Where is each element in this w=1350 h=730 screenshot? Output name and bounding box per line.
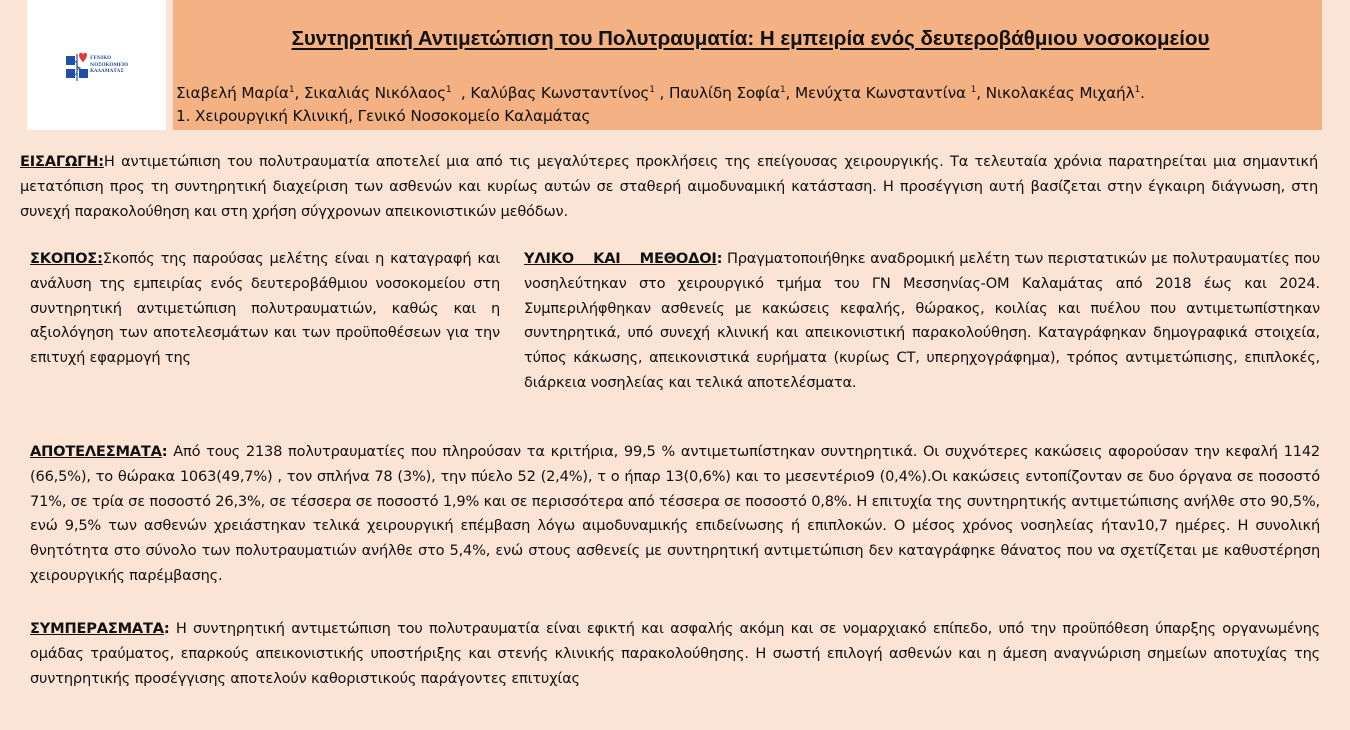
logo-panel xyxy=(27,0,166,130)
section-text: Σκοπός της παρούσας μελέτης είναι η καταγραφή και ανάλυση της εμπειρίας ενός δευτεροβάθμιου νοσοκομείου στη συντηρητική αντιμετώπιση πολυτραυματιών, καθώς και η αξιολόγηση των αποτελεσμάτων και των προϋποθέσεων για την επιτυχή εφαρμογή της xyxy=(30,250,500,367)
author-separator: , xyxy=(976,84,986,102)
section-aim xyxy=(30,247,500,371)
author-separator: . xyxy=(1140,84,1145,102)
section-heading: ΣΥΜΠΕΡΑΣΜΑΤΑ xyxy=(30,620,164,637)
section-heading-colon: : xyxy=(716,250,723,267)
author-affiliation-mark: 1 xyxy=(970,85,977,95)
author-name: Σικαλιάς Νικόλαος xyxy=(303,84,446,102)
author-list xyxy=(176,84,1145,102)
author-name: Μενύχτα Κωνσταντίνα xyxy=(794,84,971,102)
author-affiliation-mark: 1 xyxy=(445,85,452,95)
author-affiliation-mark: 1 xyxy=(649,85,655,95)
author-affiliation-mark: 1 xyxy=(779,85,786,95)
section-heading: ΥΛΙΚΟ ΚΑΙ ΜΕΘΟΔΟΙ xyxy=(524,250,717,267)
section-heading: ΣΚΟΠΟΣ: xyxy=(30,250,103,267)
medical-cross-icon xyxy=(66,52,90,82)
poster-title: Συντηρητική Αντιμετώπιση του Πολυτραυματία: Η εμπειρία ενός δευτεροβάθμιου νοσοκομείου xyxy=(291,27,1210,50)
author-name: Παυλίδη Σοφία xyxy=(668,84,780,102)
section-heading: ΕΙΣΑΓΩΓΗ: xyxy=(20,153,104,170)
logo-line: ΝΟΣΟΚΟΜΕΙΟ xyxy=(90,62,129,68)
header-banner xyxy=(173,0,1322,130)
author-name: Σιαβελή Μαρία xyxy=(176,84,289,102)
section-conclusions xyxy=(30,617,1320,691)
affiliation: 1. Χειρουργική Κλινική, Γενικό Νοσοκομείο Καλαμάτας xyxy=(176,107,591,125)
author-separator: , xyxy=(451,84,471,102)
section-text: Η συντηρητική αντιμετώπιση του πολυτραυματία είναι εφικτή και ασφαλής ακόμη και σε νομαρχιακό επίπεδο, υπό την προϋπόθεση ύπαρξης οργανωμένης ομάδας τραύματος, επαρκούς απεικονιστικής υποστήριξης και στενής κλινικής παρακολούθησης. Η σωστή επιλογή ασθενών και η άμεση αναγνώριση σημείων αποτυχίας της συντηρητικής προσέγγισης αποτελούν καθοριστικούς παράγοντες επιτυχίας xyxy=(30,620,1320,687)
section-text: Η αντιμετώπιση του πολυτραυματία αποτελεί μια από τις μεγαλύτερες προκλήσεις της επείγουσας χειρουργικής. Τα τελευταία χρόνια παρατηρείται μια σημαντική μετατόπιση προς τη συντηρητική διαχείριση των ασθενών και κυρίως αυτών σε σταθερή αιμοδυναμική κατάσταση. Η προσέγγιση αυτή βασίζεται στην έγκαιρη διάγνωση, στη συνεχή παρακολούθηση και στη χρήση σύγχρονων απεικονιστικών μεθόδων. xyxy=(20,153,1318,220)
section-heading-colon: : xyxy=(163,620,170,637)
section-methods xyxy=(524,247,1320,396)
section-text: Από τους 2138 πολυτραυματίες που πληρούσαν τα κριτήρια, 99,5 % αντιμετωπίστηκαν συντηρητικά. Οι συχνότερες κακώσεις αφορούσαν την κεφαλή 1142 (66,5%), το θώρακα 1063(49,7%) , τον σπλήνα 78 (3%), την πύελο 52 (2,4%), τ ο ήπαρ 13(0,6%) και το μεσεντέριο9 (0,4%).Οι κακώσεις εντοπίζονταν σε δυο όργανα σε ποσοστό 71%, σε τρία σε ποσοστό 26,3%, σε τέσσερα σε ποσοστό 1,9% και σε περισσότερα από τέσσερα σε ποσοστό 0,8%. Η επιτυχία της συντηρητικής αντιμετώπισης ανήλθε στο 90,5%, ενώ 9,5% των ασθενών χρειάστηκαν τελικά χειρουργική επέμβαση λόγω αιμοδυναμικής επιδείνωσης ή επιπλοκών. Ο μέσος χρόνος νοσηλείας ήταν10,7 ημέρες. Η συνολική θνητότητα στο σύνολο των πολυτραυματιών ανήλθε στο 5,4%, ενώ στους ασθενείς με συντηρητική αντιμετώπιση δεν καταγράφηκε θάνατος που να σχετίζεται με καθυστέρηση χειρουργικής παρέμβασης. xyxy=(30,443,1320,584)
section-results xyxy=(30,440,1320,589)
author-separator: , xyxy=(654,84,669,102)
author-separator: , xyxy=(785,84,795,102)
logo-line: ΚΑΛΑΜΑΤΑΣ xyxy=(90,69,124,75)
logo-text xyxy=(90,56,128,76)
author-affiliation-mark: 1 xyxy=(1134,85,1141,95)
hospital-logo xyxy=(66,52,146,82)
author-affiliation-mark: 1 xyxy=(288,85,295,95)
section-heading: ΑΠΟΤΕΛΕΣΜΑΤΑ xyxy=(30,443,162,460)
author-separator: , xyxy=(294,84,304,102)
section-heading-colon: : xyxy=(161,443,168,460)
author-name: Νικολακέας Μιχαήλ xyxy=(985,84,1135,102)
author-name: Καλύβας Κωνσταντίνος xyxy=(470,84,650,102)
logo-line: ΓΕΝΙΚΟ xyxy=(90,56,112,61)
section-text: Πραγματοποιήθηκε αναδρομική μελέτη των περιστατικών με πολυτραυματίες που νοσηλεύτηκαν στο χειρουργικό τμήμα του ΓΝ Μεσσηνίας-ΟΜ Καλαμάτας από 2018 έως και 2024. Συμπεριλήφθηκαν ασθενείς με κακώσεις κεφαλής, θώρακος, κοιλίας και πυέλου που αντιμετωπίστηκαν συντηρητικά, υπό συνεχή κλινική και απεικονιστική παρακολούθηση. Καταγράφηκαν δημογραφικά στοιχεία, τύπος κάκωσης, απεικονιστικά ευρήματα (κυρίως CT, υπερηχογράφημα), τρόπος αντιμετώπισης, επιπλοκές, διάρκεια νοσηλείας και τελικά αποτελέσματα. xyxy=(524,250,1320,391)
section-introduction xyxy=(20,150,1318,224)
